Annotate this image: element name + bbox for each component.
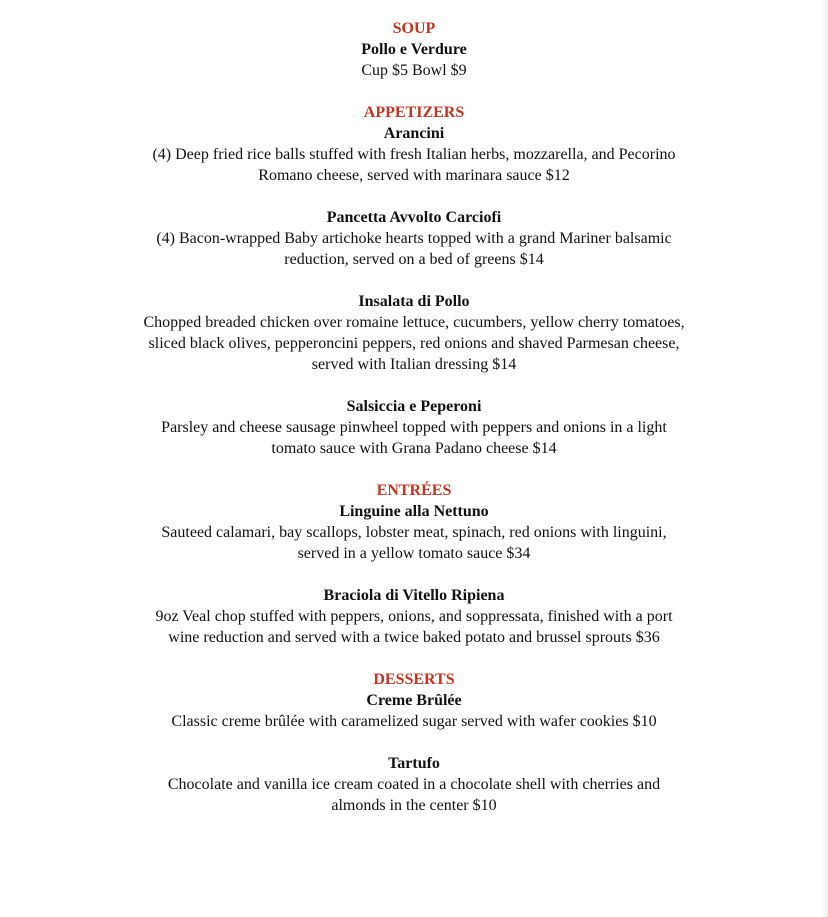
dish-description-line: 9oz Veal chop stuffed with peppers, onions, and soppressata, finished with a port <box>155 608 673 625</box>
dish-name: Salsiccia e Peperoni <box>346 398 482 415</box>
dish-description-line: tomato sauce with Grana Padano cheese $14 <box>271 440 557 457</box>
appetizers-section <box>84 102 744 459</box>
dish-description-line: sliced black olives, pepperoncini peppers, red onions and shaved Parmesan cheese, <box>148 335 680 352</box>
dish-description-line: (4) Deep fried rice balls stuffed with fresh Italian herbs, mozzarella, and Pecorino <box>152 146 676 163</box>
menu-item <box>84 207 744 270</box>
menu-item <box>84 753 744 816</box>
menu-body <box>84 18 744 816</box>
menu-item <box>84 291 744 375</box>
menu-item <box>84 690 744 732</box>
menu-item <box>84 123 744 186</box>
dish-name: Pollo e Verdure <box>361 41 467 58</box>
section-title-desserts: DESSERTS <box>373 671 455 688</box>
dish-description-line: served with Italian dressing $14 <box>311 356 517 373</box>
dish-description-line: almonds in the center $10 <box>331 797 497 814</box>
dish-description-line: Chopped breaded chicken over romaine lettuce, cucumbers, yellow cherry tomatoes, <box>143 314 685 331</box>
dish-description-line: wine reduction and served with a twice baked potato and brussel sprouts $36 <box>168 629 660 646</box>
section-title-soup: SOUP <box>392 20 436 37</box>
dish-description-line: served in a yellow tomato sauce $34 <box>297 545 531 562</box>
dish-name: Tartufo <box>388 755 440 772</box>
dish-description-line: reduction, served on a bed of greens $14 <box>284 251 544 268</box>
section-title-appetizers: APPETIZERS <box>363 104 465 121</box>
entrees-section <box>84 480 744 648</box>
dish-name: Insalata di Pollo <box>358 293 470 310</box>
dish-description-line: Romano cheese, served with marinara sauce $12 <box>258 167 570 184</box>
soup-section <box>84 18 744 81</box>
section-title-entrees: ENTRÉES <box>376 482 452 499</box>
dish-name: Pancetta Avvolto Carciofi <box>326 209 502 226</box>
dish-name: Linguine alla Nettuno <box>339 503 489 520</box>
dish-name: Braciola di Vitello Ripiena <box>323 587 505 604</box>
dish-description-line: Chocolate and vanilla ice cream coated in a chocolate shell with cherries and <box>167 776 661 793</box>
dish-description-line: Parsley and cheese sausage pinwheel topped with peppers and onions in a light <box>161 419 667 436</box>
dish-name: Creme Brûlée <box>366 692 462 709</box>
desserts-section <box>84 669 744 816</box>
dish-description-line: Classic creme brûlée with caramelized sugar served with wafer cookies $10 <box>171 713 657 730</box>
dish-description-line: (4) Bacon-wrapped Baby artichoke hearts topped with a grand Mariner balsamic <box>156 230 672 247</box>
dish-name: Arancini <box>383 125 445 142</box>
menu-item <box>84 396 744 459</box>
dish-description-line: Sauteed calamari, bay scallops, lobster meat, spinach, red onions with linguini, <box>161 524 667 541</box>
menu-item <box>84 585 744 648</box>
menu-item <box>84 501 744 564</box>
dish-description: Cup $5 Bowl $9 <box>361 62 467 79</box>
